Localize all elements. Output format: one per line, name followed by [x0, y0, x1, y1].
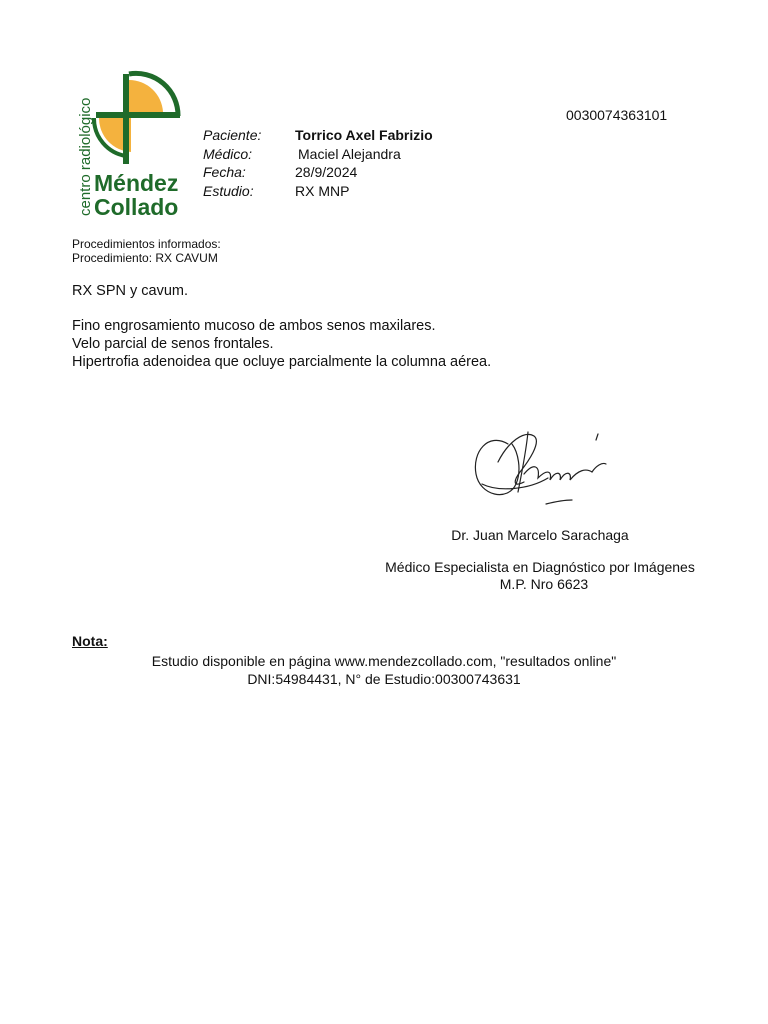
logo-vertical-text: centro radiológico — [77, 97, 94, 216]
logo-brand-line1: Méndez — [94, 170, 179, 196]
signer-name: Dr. Juan Marcelo Sarachaga — [451, 527, 629, 543]
date-value: 28/9/2024 — [295, 164, 358, 180]
finding-2: Velo parcial de senos frontales. — [72, 336, 274, 352]
logo-brand-line2: Collado — [94, 194, 179, 220]
doctor-name: Maciel Alejandra — [298, 146, 401, 162]
report-number: 0030074363101 — [566, 107, 668, 123]
signer-title: Médico Especialista en Diagnóstico por Imágenes — [385, 559, 695, 575]
note-label: Nota: — [72, 633, 108, 649]
doctor-label: Médico: — [203, 146, 253, 162]
finding-1: Fino engrosamiento mucoso de ambos senos maxilares. — [72, 318, 436, 334]
handwritten-signature — [468, 422, 618, 512]
mendez-collado-logo — [74, 70, 186, 220]
note-line-1: Estudio disponible en página www.mendezcollado.com, "resultados online" — [151, 653, 617, 669]
finding-3: Hipertrofia adenoidea que ocluye parcialmente la columna aérea. — [72, 354, 492, 370]
note-line-2: DNI:54984431, N° de Estudio:00300743631 — [247, 671, 521, 687]
study-label: Estudio: — [203, 183, 254, 199]
date-label: Fecha: — [203, 164, 246, 180]
procedures-heading: Procedimientos informados: — [72, 237, 221, 251]
report-title: RX SPN y cavum. — [72, 283, 189, 299]
patient-name: Torrico Axel Fabrizio — [295, 127, 433, 143]
study-value: RX MNP — [295, 183, 350, 199]
signer-license: M.P. Nro 6623 — [499, 576, 589, 592]
procedure-item: Procedimiento: RX CAVUM — [72, 251, 218, 265]
patient-label: Paciente: — [203, 127, 262, 143]
